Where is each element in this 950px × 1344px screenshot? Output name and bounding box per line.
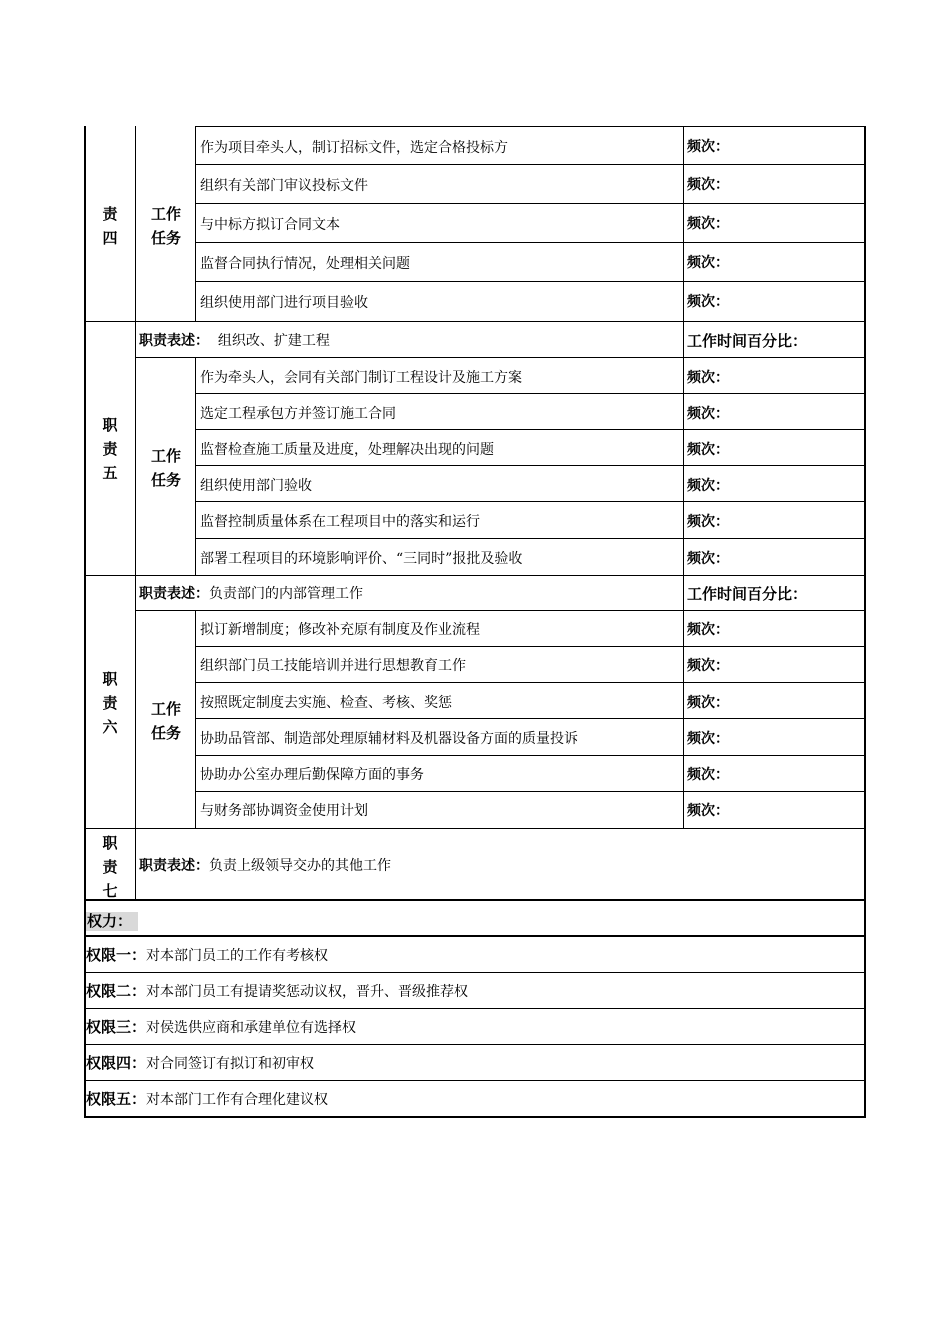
authority-item-text: 对本部门员工有提请奖惩动议权，晋升、晋级推荐权 bbox=[146, 984, 469, 1000]
frequency-label: 频次： bbox=[687, 294, 729, 310]
duty-seven-description bbox=[139, 857, 391, 875]
description-label: 职责表述： bbox=[139, 858, 209, 874]
duty-four-task: 组织有关部门审议投标文件 bbox=[200, 178, 368, 194]
authority-item bbox=[86, 982, 468, 1001]
duty-four-heading: 责 四 bbox=[102, 205, 118, 247]
frequency-label: 频次： bbox=[687, 658, 729, 674]
duty-five-description bbox=[139, 332, 330, 350]
duty-five-task: 监督控制质量体系在工程项目中的落实和运行 bbox=[200, 514, 480, 530]
authority-item-text: 对合同签订有拟订和初审权 bbox=[146, 1056, 315, 1072]
frequency-label: 频次： bbox=[687, 139, 729, 155]
description-text: 负责部门的内部管理工作 bbox=[209, 586, 363, 602]
authority-item-text: 对本部门员工的工作有考核权 bbox=[146, 948, 329, 964]
duty-six-task: 按照既定制度去实施、检查、考核、奖惩 bbox=[200, 695, 452, 711]
frequency-label: 频次： bbox=[687, 478, 729, 494]
duty-five-task: 作为牵头人，会同有关部门制订工程设计及施工方案 bbox=[200, 370, 522, 386]
duty-five-task: 组织使用部门验收 bbox=[200, 478, 312, 494]
frequency-label: 频次： bbox=[687, 731, 729, 747]
description-label: 职责表述： bbox=[139, 586, 209, 602]
duty-six-task: 拟订新增制度；修改补充原有制度及作业流程 bbox=[200, 622, 480, 638]
description-label: 职责表述： bbox=[139, 333, 209, 349]
duty-five-task: 选定工程承包方并签订施工合同 bbox=[200, 406, 396, 422]
duty-six-task: 协助品管部、制造部处理原辅材料及机器设备方面的质量投诉 bbox=[200, 731, 578, 747]
duty-four-task: 作为项目牵头人，制订招标文件，选定合格投标方 bbox=[200, 140, 508, 156]
time-percent-label: 工作时间百分比： bbox=[687, 332, 808, 350]
authority-item bbox=[86, 1090, 328, 1109]
frequency-label: 频次： bbox=[687, 767, 729, 783]
frequency-label: 频次： bbox=[687, 695, 729, 711]
work-tasks-label: 工作 任务 bbox=[150, 700, 181, 742]
frequency-label: 频次： bbox=[687, 216, 729, 232]
duty-four-task: 组织使用部门进行项目验收 bbox=[200, 295, 368, 311]
duty-five-task: 监督检查施工质量及进度，处理解决出现的问题 bbox=[200, 442, 494, 458]
frequency-label: 频次： bbox=[687, 622, 729, 638]
duty-four-task: 与中标方拟订合同文本 bbox=[200, 217, 340, 233]
duty-five-heading: 职 责 五 bbox=[102, 416, 118, 482]
duty-six-heading: 职 责 六 bbox=[102, 670, 118, 736]
authority-item-label: 权限五： bbox=[86, 1090, 147, 1108]
frequency-label: 频次： bbox=[687, 442, 729, 458]
description-text: 负责上级领导交办的其他工作 bbox=[209, 858, 391, 874]
frequency-label: 频次： bbox=[687, 370, 729, 386]
authority-item-label: 权限二： bbox=[86, 982, 147, 1000]
authority-item-label: 权限三： bbox=[86, 1018, 147, 1036]
work-tasks-label: 工作 任务 bbox=[150, 447, 181, 489]
frequency-label: 频次： bbox=[687, 514, 729, 530]
frequency-label: 频次： bbox=[687, 803, 729, 819]
duty-six-task: 与财务部协调资金使用计划 bbox=[200, 803, 368, 819]
authority-item bbox=[86, 1054, 314, 1073]
authority-title: 权力： bbox=[87, 912, 133, 930]
duty-four-task: 监督合同执行情况，处理相关问题 bbox=[200, 256, 410, 272]
authority-item-label: 权限四： bbox=[86, 1054, 147, 1072]
frequency-label: 频次： bbox=[687, 177, 729, 193]
frequency-label: 频次： bbox=[687, 551, 729, 567]
frequency-label: 频次： bbox=[687, 406, 729, 422]
work-tasks-label: 工作 任务 bbox=[150, 205, 181, 247]
duty-six-task: 协助办公室办理后勤保障方面的事务 bbox=[200, 767, 424, 783]
authority-item-text: 对侯选供应商和承建单位有选择权 bbox=[146, 1020, 357, 1036]
description-text: 组织改、扩建工程 bbox=[209, 333, 330, 349]
frequency-label: 频次： bbox=[687, 255, 729, 271]
authority-item-label: 权限一： bbox=[86, 946, 147, 964]
authority-item bbox=[86, 1018, 356, 1037]
duty-seven-heading: 职 责 七 bbox=[102, 834, 118, 900]
authority-item-text: 对本部门工作有合理化建议权 bbox=[146, 1092, 329, 1108]
duty-five-task: 部署工程项目的环境影响评价、“三同时”报批及验收 bbox=[200, 551, 523, 567]
duty-six-task: 组织部门员工技能培训并进行思想教育工作 bbox=[200, 658, 466, 674]
duty-six-description bbox=[139, 585, 363, 603]
authority-item bbox=[86, 946, 328, 965]
time-percent-label: 工作时间百分比： bbox=[687, 585, 808, 603]
